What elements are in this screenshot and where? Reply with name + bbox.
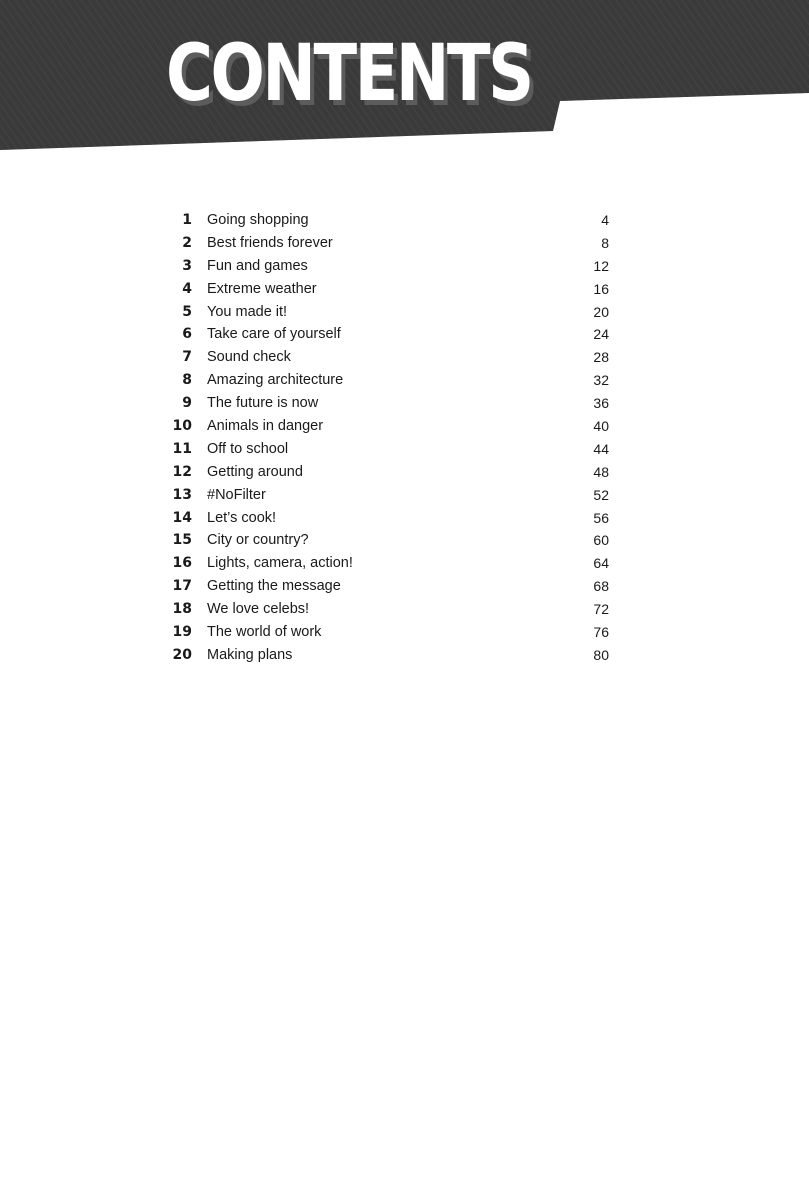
page-number: 60 (593, 532, 609, 549)
unit-title: Best friends forever (207, 234, 333, 251)
page-number: 64 (593, 555, 609, 572)
page-number: 32 (593, 372, 609, 389)
page-number: 56 (593, 509, 609, 526)
toc-entry (160, 598, 612, 621)
unit-number: 2 (182, 234, 192, 251)
page-number: 20 (593, 303, 609, 320)
unit-number: 18 (172, 601, 192, 618)
unit-number: 19 (172, 624, 192, 641)
unit-number: 13 (172, 486, 192, 503)
page-number: 80 (593, 646, 609, 663)
unit-number: 11 (172, 440, 192, 457)
page-number: 44 (593, 440, 609, 457)
page-number: 72 (593, 601, 609, 618)
toc-entry (160, 461, 612, 484)
page-number: 16 (593, 280, 609, 297)
unit-number: 12 (172, 463, 192, 480)
toc-entry (160, 484, 612, 507)
unit-title: Amazing architecture (207, 372, 344, 389)
toc-entry (160, 255, 612, 278)
toc-entry (160, 415, 612, 438)
unit-number: 9 (182, 395, 192, 412)
page-number: 48 (593, 463, 609, 480)
unit-number: 1 (182, 212, 192, 228)
unit-title: #NoFilter (207, 486, 266, 503)
unit-number: 17 (172, 578, 192, 595)
unit-title: You made it! (207, 303, 288, 320)
page-number: 52 (593, 486, 609, 503)
page-number: 40 (593, 418, 609, 435)
unit-number: 20 (172, 646, 192, 663)
unit-title: Getting the message (207, 578, 341, 595)
toc-entry (160, 392, 612, 415)
unit-title: Extreme weather (207, 280, 317, 297)
page-number: 68 (593, 578, 609, 595)
unit-title: City or country? (207, 532, 309, 549)
unit-number: 14 (172, 509, 192, 526)
page-number: 8 (601, 234, 609, 251)
unit-title: Take care of yourself (207, 326, 341, 343)
toc-entry (160, 278, 612, 301)
unit-title: Going shopping (207, 212, 309, 228)
unit-title: Off to school (207, 440, 289, 457)
toc-entry (160, 575, 612, 598)
toc-entry (160, 346, 612, 369)
unit-title: Getting around (207, 463, 303, 480)
page-number: 28 (593, 349, 609, 366)
table-of-contents (160, 209, 612, 667)
toc-entry (160, 529, 612, 552)
toc-entry (160, 552, 612, 575)
unit-title: We love celebs! (207, 601, 310, 618)
unit-number: 4 (182, 280, 192, 297)
unit-title: Animals in danger (207, 418, 324, 435)
unit-title: Let’s cook! (207, 509, 277, 526)
unit-number: 16 (172, 555, 192, 572)
unit-number: 7 (182, 349, 192, 366)
unit-title: Sound check (207, 349, 291, 366)
page-number: 24 (593, 326, 609, 343)
unit-title: Lights, camera, action! (207, 555, 353, 572)
unit-number: 8 (182, 372, 192, 389)
page-title: CONTENTS (166, 29, 532, 119)
unit-number: 10 (172, 418, 192, 435)
toc-entry (160, 232, 612, 255)
toc-entry (160, 323, 612, 346)
unit-title: The future is now (207, 395, 319, 412)
toc-entry (160, 644, 612, 667)
unit-number: 5 (182, 303, 192, 320)
toc-entry (160, 301, 612, 324)
page-number: 76 (593, 624, 609, 641)
page-number: 36 (593, 395, 609, 412)
toc-entry (160, 209, 612, 232)
unit-title: Making plans (207, 646, 293, 663)
unit-title: The world of work (207, 624, 322, 641)
page-number: 12 (593, 257, 609, 274)
toc-entry (160, 438, 612, 461)
unit-number: 6 (182, 326, 192, 343)
unit-title: Fun and games (207, 257, 308, 274)
toc-entry (160, 507, 612, 530)
unit-number: 3 (182, 257, 192, 274)
unit-number: 15 (172, 532, 192, 549)
toc-entry (160, 621, 612, 644)
toc-entry (160, 369, 612, 392)
page-number: 4 (601, 212, 609, 228)
